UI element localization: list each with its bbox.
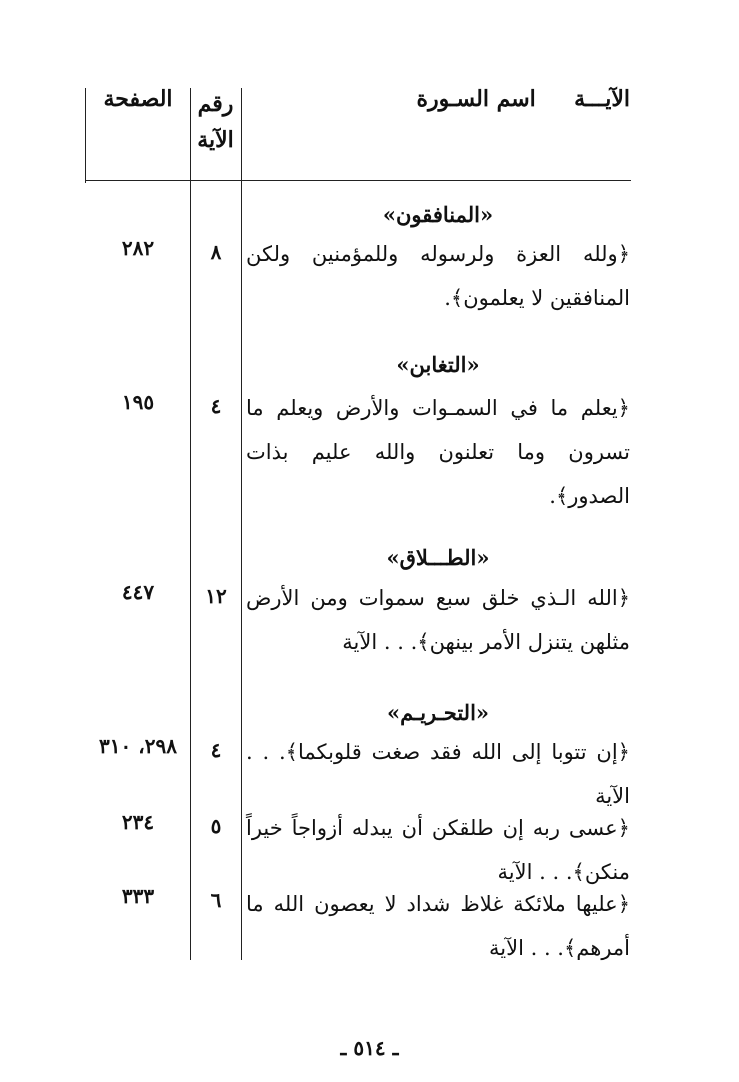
header-page: الصفحة xyxy=(103,86,173,112)
verse-text: ﴿ولله العزة ولرسوله وللمؤمنين ولكن المنافقين لا يعلمون﴾. xyxy=(246,242,630,310)
header-verse-number: رقم الآية xyxy=(197,91,234,153)
verse-number: ٦ xyxy=(210,888,222,912)
column-divider-right xyxy=(241,88,242,960)
page-reference: ١٩٥ xyxy=(121,390,155,414)
page-reference: ٢٩٨، ٣١٠ xyxy=(99,734,177,758)
verse-number: ٨ xyxy=(210,240,222,264)
page-reference: ٤٤٧ xyxy=(121,580,155,604)
verse-text: ﴿يعلم ما في السمـوات والأرض ويعلم ما تسرون وما تعلنون والله عليم بذات الصدور﴾. xyxy=(246,396,630,508)
column-divider-middle xyxy=(190,88,191,960)
verse-text: ﴿الله الـذي خلق سبع سموات ومن الأرض مثلهن يتنزل الأمر بينهن﴾. . . الآية xyxy=(246,586,630,654)
verse-number: ٤ xyxy=(210,394,222,418)
header-verse-surah: الآيـــة اسم السـورة xyxy=(416,86,630,112)
verse-text: ﴿عسى ربه إن طلقكن أن يبدله أزواجاً خيراً منكن﴾. . . الآية xyxy=(246,816,630,884)
page-reference: ٢٣٤ xyxy=(121,810,155,834)
column-divider-left xyxy=(85,88,86,183)
surah-title: «الطـــلاق» xyxy=(386,545,490,570)
surah-title: «المنافقون» xyxy=(382,202,494,227)
header-underline xyxy=(85,180,631,181)
verse-number: ١٢ xyxy=(205,584,227,608)
page-reference: ٣٣٣ xyxy=(121,884,155,908)
verse-number: ٥ xyxy=(210,814,222,838)
page-number: ـ ٥١٤ ـ xyxy=(340,1036,399,1060)
verse-text: ﴿إن تتوبا إلى الله فقد صغت قلوبكما﴾. . . الآية xyxy=(246,740,630,808)
verse-number: ٤ xyxy=(210,738,222,762)
page-reference: ٢٨٢ xyxy=(121,236,155,260)
verse-text: ﴿عليها ملائكة غلاظ شداد لا يعصون الله ما أمرهم﴾. . . الآية xyxy=(246,892,630,960)
surah-title: «التغابن» xyxy=(396,352,480,377)
surah-title: «التحـريـم» xyxy=(386,700,490,725)
